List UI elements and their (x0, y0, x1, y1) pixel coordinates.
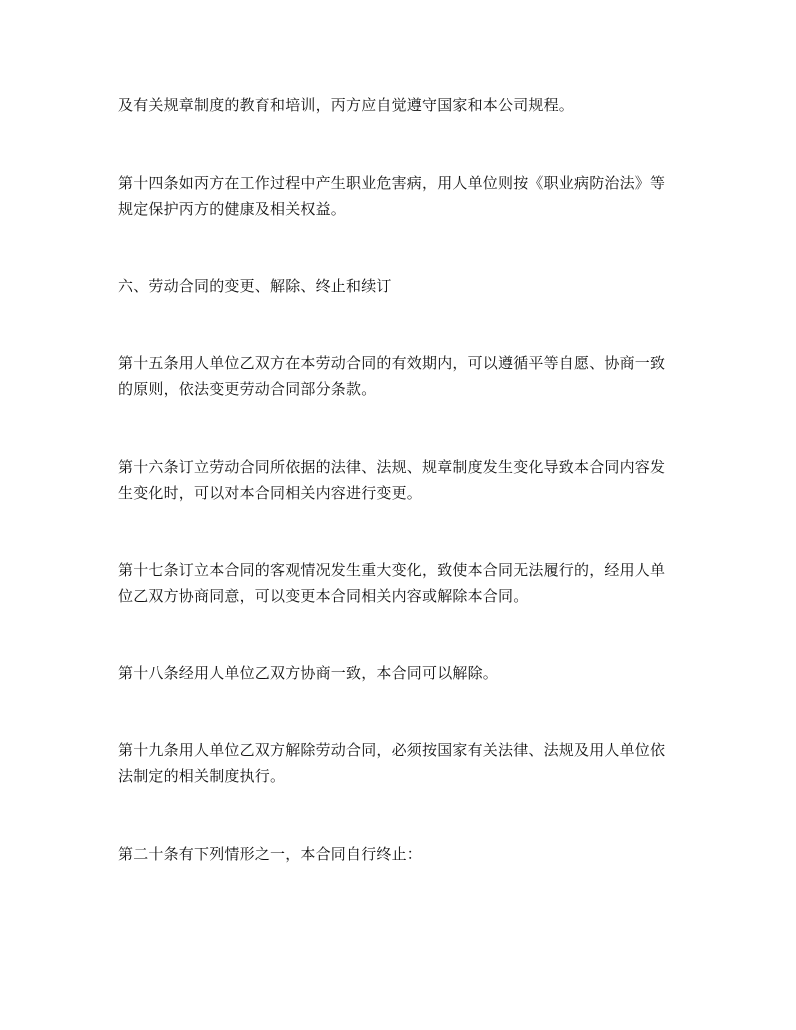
paragraph-article-17 (118, 557, 684, 609)
paragraph-line: 法制定的相关制度执行。 (118, 767, 286, 785)
paragraph-training-compliance (118, 92, 684, 118)
paragraph-line: 第十六条订立劳动合同所依据的法律、法规、规章制度发生变化导致本合同内容发 (118, 458, 666, 476)
paragraph-article-16 (118, 454, 684, 506)
paragraph-article-15 (118, 350, 684, 402)
paragraph-line: 及有关规章制度的教育和培训，丙方应自觉遵守国家和本公司规程。 (118, 96, 575, 114)
paragraph-line: 位乙双方协商同意，可以变更本合同相关内容或解除本合同。 (118, 587, 529, 605)
paragraph-line: 第十四条如丙方在工作过程中产生职业危害病，用人单位则按《职业病防治法》等 (118, 174, 666, 192)
paragraph-line: 生变化时，可以对本合同相关内容进行变更。 (118, 484, 423, 502)
paragraph-line: 第十七条订立本合同的客观情况发生重大变化，致使本合同无法履行的，经用人单 (118, 561, 666, 579)
paragraph-article-20 (118, 841, 684, 867)
paragraph-line: 第十五条用人单位乙双方在本劳动合同的有效期内，可以遵循平等自愿、协商一致 (118, 354, 666, 372)
paragraph-line: 规定保护丙方的健康及相关权益。 (118, 200, 347, 218)
section-heading-text: 六、劳动合同的变更、解除、终止和续订 (118, 277, 392, 295)
paragraph-line: 第二十条有下列情形之一，本合同自行终止： (118, 845, 423, 863)
paragraph-line: 的原则，依法变更劳动合同部分条款。 (118, 380, 377, 398)
paragraph-article-19 (118, 737, 684, 789)
section-heading (118, 273, 684, 299)
paragraph-line: 第十九条用人单位乙双方解除劳动合同，必须按国家有关法律、法规及用人单位依 (118, 741, 666, 759)
paragraph-article-18 (118, 660, 684, 686)
paragraph-line: 第十八条经用人单位乙双方协商一致，本合同可以解除。 (118, 664, 499, 682)
paragraph-article-14 (118, 170, 684, 222)
